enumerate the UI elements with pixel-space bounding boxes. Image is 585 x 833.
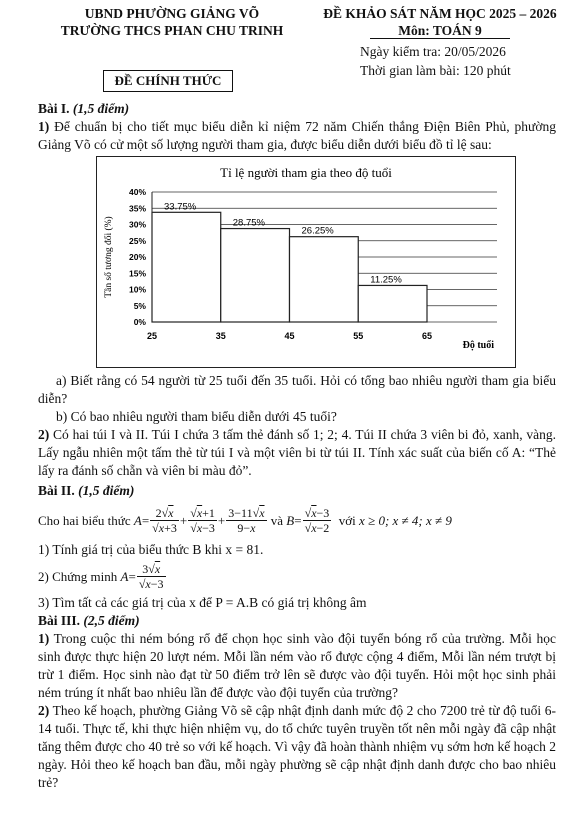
y-tick-label: 5% [133, 300, 146, 311]
y-tick-label: 35% [128, 203, 146, 214]
fraction: $\frac{√x+1}{√x-3}$ [190, 506, 215, 535]
data-label: 26.25% [301, 225, 334, 237]
chart-svg [97, 157, 515, 367]
y-tick-label: 15% [128, 268, 146, 279]
bar [358, 285, 427, 322]
bar [152, 212, 221, 322]
x-tick-label: 25 [146, 331, 158, 341]
prove-label: 2) Chứng minh [38, 568, 118, 584]
question-text: Trong cuộc thi ném bóng rổ để chọn học sinh vào đội tuyển bóng rổ của trường. Mỗi học sinh được thực hiện 20 lượt ném. Mỗi lần ném vào rổ được cộng 4 điểm, Mỗi lần ném trượt bị trừ 1 điểm. Học sinh nào đạt từ 50 điểm trở lên sẽ được vào đội tuyển. Hỏi một học sinh phải ném trúng ít nhất bao nhiêu lần để được vào đội tuyển của trường? [38, 631, 556, 700]
fraction: $\frac{√x-3}{√x-2}$ [304, 506, 330, 535]
with-text: với [338, 512, 356, 528]
section-points: (2,5 điểm) [83, 613, 140, 628]
y-tick-label: 25% [128, 235, 146, 246]
section-title: Bài I. [38, 101, 70, 116]
intro-text: Cho hai biểu thức [38, 512, 131, 528]
y-tick-label: 0% [133, 317, 146, 327]
y-tick-label: 20% [128, 252, 146, 262]
y-tick-label: 40% [128, 187, 146, 197]
exam-date: Ngày kiểm tra: 20/05/2026 [360, 44, 506, 59]
question-b: b) Có bao nhiêu người tham biểu diễn dưới 45 tuổi? [56, 409, 337, 424]
question-text: Theo kế hoạch, phường Giảng Võ sẽ cập nhật định danh mức độ 2 cho 7200 trẻ từ độ tuổi 6-14 tuổi. Thực tế, khi thực hiện nhiệm vụ, do tổ chức tuyên truyền tốt nên mỗi ngày đã cập nhật tăng thêm được cho 40 trẻ so với kế hoạch. Vì vậy đã hoàn thành nhiệm vụ sớm hơn kế hoạch 2 ngày. Hỏi theo kế hoạch ban đầu, mỗi ngày phường sẽ cập nhật định danh được cho bao nhiêu trẻ? [38, 703, 556, 790]
fraction: $\frac{3-11√x}{9-x}$ [228, 506, 265, 535]
prove-line: 2) Chứng minh A = $\frac{3√x}{√x-3}$ [38, 562, 164, 591]
bar [221, 229, 290, 322]
data-label: 33.75% [164, 201, 197, 213]
data-label: 28.75% [232, 217, 265, 229]
chart-title: Tỉ lệ người tham gia theo độ tuổi [220, 165, 392, 180]
y-tick-label: 10% [128, 284, 146, 295]
condition: x ≥ 0; x ≠ 4; x ≠ 9 [359, 512, 452, 528]
question-label: 1) [38, 119, 50, 134]
section-title: Bài III. [38, 613, 81, 628]
question-label: 1) [38, 631, 50, 646]
question-text: Để chuẩn bị cho tiết mục biểu diễn kỉ niệm 72 năm Chiến thắng Điện Biên Phủ, phường Giảng Võ có cử một số lượng người tham gia, được biểu diễn dưới biểu đồ tỉ lệ sau: [38, 119, 556, 152]
x-axis-label: Độ tuổi [462, 340, 494, 351]
exam-duration: Thời gian làm bài: 120 phút [360, 63, 511, 78]
official-badge: ĐỀ CHÍNH THỨC [103, 70, 233, 92]
school-name: TRƯỜNG THCS PHAN CHU TRINH [60, 23, 284, 38]
x-tick-label: 45 [284, 331, 295, 341]
question-label: 2) [38, 703, 50, 718]
question-text: Có hai túi I và II. Túi I chứa 3 tấm thẻ đánh số 1; 2; 4. Túi II chứa 3 viên bi đỏ, xanh, vàng. Lấy ngẫu nhiên một tấm thẻ từ túi I và một viên bi từ túi II. Tính xác suất của biến cố A: “Thẻ lấy ra đánh số chẵn và viên bi màu đỏ”. [38, 427, 556, 478]
ward-name: UBND PHƯỜNG GIẢNG VÕ [84, 6, 260, 21]
x-tick-label: 55 [353, 331, 364, 341]
section-points: (1,5 điểm) [72, 101, 130, 116]
question-1: 1) Tính giá trị của biểu thức B khi x = 81. [38, 542, 264, 557]
section-title: Bài II. [38, 483, 75, 498]
exam-content [38, 100, 556, 792]
x-tick-label: 35 [215, 331, 226, 341]
subject: Môn: TOÁN 9 [370, 23, 510, 39]
fraction: $\frac{2√x}{√x+3}$ [152, 506, 177, 535]
exam-header [0, 6, 585, 96]
fraction: $\frac{3√x}{√x-3}$ [138, 562, 164, 591]
y-axis-label: Tần số tương đối (%) [104, 216, 114, 298]
x-tick-label: 65 [421, 331, 433, 341]
bar [290, 237, 359, 322]
y-tick-label: 30% [128, 219, 146, 230]
question-3: 3) Tìm tất cả các giá trị của x để P = A.B có giá trị không âm [38, 595, 367, 610]
section-points: (1,5 điểm) [78, 483, 135, 498]
question-a: a) Biết rằng có 54 người từ 25 tuổi đến 35 tuổi. Hỏi có tổng bao nhiêu người tham gia biểu diễn? [38, 373, 556, 406]
data-label: 11.25% [370, 274, 402, 286]
exam-title: ĐỀ KHẢO SÁT NĂM HỌC 2025 – 2026 [323, 6, 557, 21]
and-text: và [270, 512, 284, 528]
expressions-line: Cho hai biểu thức A = $\frac{2√x}{√x+3}$ + $\frac{√x+1}{√x-3}$ + $\frac{3-11√x}{9-x}$ và B = $\frac{√x-3}{√x-2}$ với x ≥ 0; x ≠ 4; x ≠ 9 [38, 506, 452, 535]
question-label: 2) [38, 427, 50, 442]
bar-chart [96, 156, 516, 368]
